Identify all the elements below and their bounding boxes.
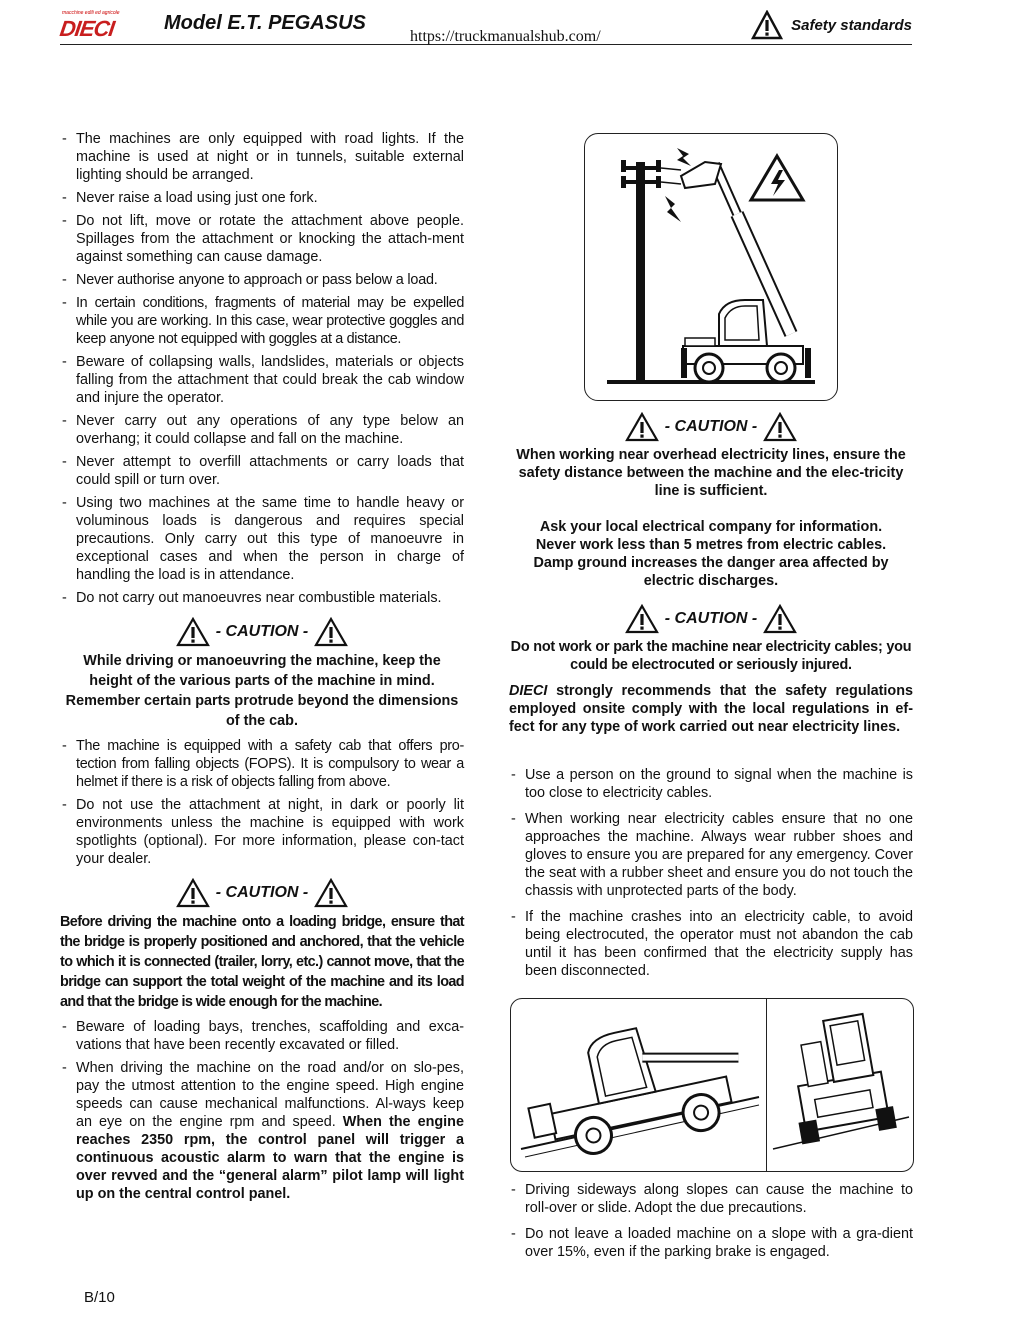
warning-triangle-icon <box>314 878 348 908</box>
caution-label: - CAUTION - <box>664 418 758 435</box>
list-item: - Beware of collapsing walls, landslides, materials or objects falling from the attachment that could break the cab window and injure the operator. <box>60 353 464 407</box>
caution-label: - CAUTION - <box>215 623 309 640</box>
list-item: - Do not carry out manoeuvres near combustible materials. <box>60 589 464 607</box>
caution-text: Never work less than 5 metres from electric cables. <box>535 537 887 553</box>
section-heading <box>751 8 912 42</box>
right-caution-block <box>509 406 913 736</box>
caution-text: Ask your local electrical company for information. <box>539 519 883 535</box>
list-item: - Never carry out any operations of any type below an overhang; it could collapse and fall on the machine. <box>60 412 464 448</box>
list-item: - Do not use the attachment at night, in dark or poorly lit environments unless the machine is equipped with work spotlights (optional). For more information, please con-tact your dealer. <box>60 796 464 868</box>
caution-text: Damp ground increases the danger area affected by electric discharges. <box>533 555 889 589</box>
logo-wordmark: DIECI <box>58 16 116 41</box>
right-bottom-bullets <box>509 1181 913 1266</box>
bullet-list-5 <box>509 1181 913 1261</box>
bullet-list-2 <box>60 737 464 868</box>
page-number: B/10 <box>84 1289 115 1306</box>
section-title: Safety standards <box>791 16 912 34</box>
list-item: - Never raise a load using just one fork. <box>60 189 464 207</box>
warning-triangle-icon <box>176 617 210 647</box>
telehandler-power-line-drawing <box>585 134 837 400</box>
overhead-lines-illustration <box>584 133 838 401</box>
warning-triangle-icon <box>176 878 210 908</box>
caution-heading-4 <box>509 604 913 634</box>
warning-triangle-icon <box>763 604 797 634</box>
caution-text-body: strongly recommends that the safety regulations employed onsite comply with the local regulations in ef-fect for any type of work carried out near electricity lines. <box>509 683 914 735</box>
list-item: - If the machine crashes into an electricity cable, to avoid being electrocuted, the operator must not abandon the cab until it has been confirmed that the electricity supply has been disconnected. <box>509 908 913 980</box>
brand-name: DIECI <box>509 683 548 699</box>
left-column <box>60 130 464 1208</box>
page-header <box>60 8 912 45</box>
list-item <box>60 1059 464 1203</box>
caution-label: - CAUTION - <box>664 610 758 627</box>
list-item: - Use a person on the ground to signal when the machine is too close to electricity cables. <box>509 766 913 802</box>
warning-triangle-icon <box>751 10 783 40</box>
list-item: - Using two machines at the same time to handle heavy or voluminous loads is dangerous and requires special precautions. Only carry out this type of manoeuvre in exceptional cases and when the person in charge of handling the load is in attendance. <box>60 494 464 584</box>
bullet-list-4 <box>509 766 913 980</box>
dieci-logo <box>60 10 140 40</box>
list-item-bold-text: When the engine reaches 2350 rpm, the control panel will trigger a continuous acoustic alarm to warn that the engine is over revved and the “general alarm” pilot lamp will light up on the central control panel. <box>76 1114 464 1202</box>
caution-text <box>509 682 913 736</box>
list-item: - The machines are only equipped with road lights. If the machine is used at night or in tunnels, suitable external lighting should be arranged. <box>60 130 464 184</box>
list-item: - Beware of loading bays, trenches, scaffolding and exca-vations that have been recently excavated or filled. <box>60 1018 464 1054</box>
caution-text: Remember certain parts protrude beyond the dimensions of the cab. <box>65 693 459 729</box>
warning-triangle-icon <box>763 412 797 442</box>
list-item: - Driving sideways along slopes can cause the machine to roll-over or slide. Adopt the due precautions. <box>509 1181 913 1217</box>
list-item: - When working near electricity cables ensure that no one approaches the machine. Always wear rubber shoes and gloves to ensure you are prepared for any emergency. Cover the seat with a rubber sheet and ensure you do not touch the chassis with unprotected parts of the body. <box>509 810 913 900</box>
warning-triangle-icon <box>314 617 348 647</box>
warning-triangle-icon <box>625 412 659 442</box>
caution-text: When working near overhead electricity lines, ensure the safety distance between the machine and the elec-tricity line is sufficient. <box>516 447 906 499</box>
caution-label: - CAUTION - <box>215 884 309 901</box>
list-item: - Do not lift, move or rotate the attachment above people. Spillages from the attachment or knocking the attach-ment against something can cause damage. <box>60 212 464 266</box>
logo-tagline: macchine edili ed agricole <box>62 10 120 16</box>
caution-text: Do not work or park the machine near electricity cables; you could be electrocuted or seriously injured. <box>510 639 912 673</box>
figure-divider <box>766 999 767 1171</box>
list-item: - The machine is equipped with a safety cab that offers pro-tection from falling objects (FOPS). It is compulsory to wear a helmet if there is a risk of objects falling from above. <box>60 737 464 791</box>
source-url[interactable]: https://truckmanualshub.com/ <box>410 28 601 45</box>
caution-heading-1 <box>60 617 464 647</box>
list-item: - Do not leave a loaded machine on a slope with a gra-dient over 15%, even if the parking brake is engaged. <box>509 1225 913 1261</box>
list-item: - Never authorise anyone to approach or pass below a load. <box>60 271 464 289</box>
list-item: - Never attempt to overfill attachments or carry loads that could spill or turn over. <box>60 453 464 489</box>
caution-heading-2 <box>60 878 464 908</box>
model-title: Model E.T. PEGASUS <box>164 12 366 34</box>
right-column-bullets <box>509 766 913 985</box>
bullet-list-3 <box>60 1018 464 1203</box>
caution-heading-3 <box>509 412 913 442</box>
list-item-text: When driving the machine on the road and/or on slo-pes, pay the utmost attention to the engine speed. High engine speeds can cause mechanical malfunctions. Al-ways keep an eye on the engine rpm and speed. <box>76 1060 464 1130</box>
warning-triangle-icon <box>625 604 659 634</box>
list-item: - In certain conditions, fragments of material may be expelled while you are working. In this case, wear protective goggles and keep anyone not equipped with goggles at a distance. <box>60 294 464 348</box>
bullet-list-1 <box>60 130 464 607</box>
caution-text: While driving or manoeuvring the machine, keep the height of the various parts of the machine in mind. <box>83 653 441 689</box>
caution-text: Before driving the machine onto a loading bridge, ensure that the bridge is properly positioned and anchored, that the vehicle to which it is connected (trailer, lorry, etc.) cannot move, that the bridge can support the total weight of the machine and its load and that the bridge is wide enough for the machine. <box>60 914 464 1010</box>
telehandler-on-slope-drawing <box>511 999 913 1171</box>
slope-illustration <box>510 998 914 1172</box>
